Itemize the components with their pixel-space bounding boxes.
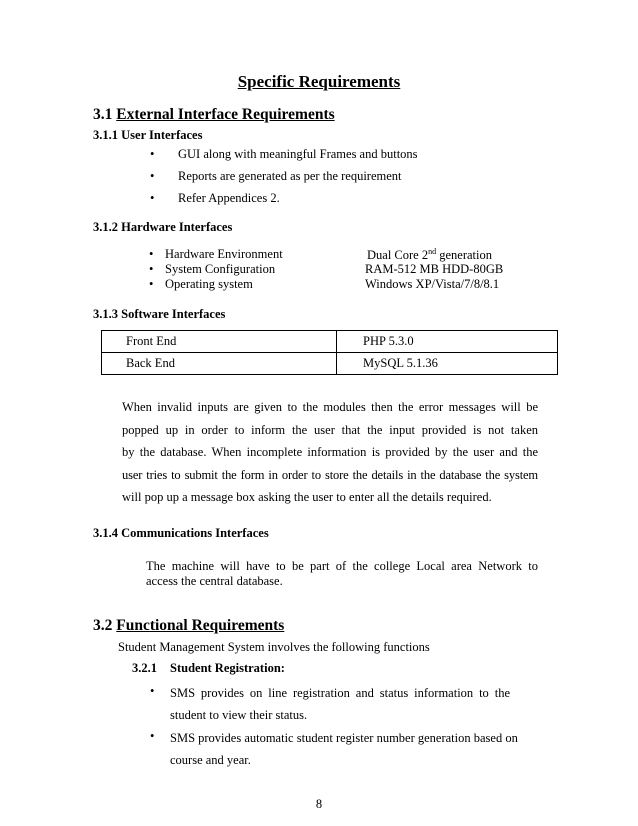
item-line: course and year. <box>170 753 251 767</box>
paragraph-line: by the database. When incomplete information is provided by the user and the <box>122 445 538 459</box>
table-row <box>102 353 558 375</box>
user-interfaces-item: GUI along with meaningful Frames and buttons <box>178 147 418 161</box>
hardware-value: Windows XP/Vista/7/8/8.1 <box>365 277 500 291</box>
hardware-label: Hardware Environment <box>165 247 283 261</box>
bullet-marker: • <box>150 169 155 183</box>
bullet-marker: • <box>150 729 155 743</box>
section-title: External Interface Requirements <box>116 106 335 123</box>
functional-intro: Student Management System involves the following functions <box>118 640 430 654</box>
software-interfaces-heading: 3.1.3 Software Interfaces <box>93 307 226 321</box>
paragraph-line: will pop up a message box asking the user to enter all the details required. <box>122 490 492 504</box>
registration-item <box>170 727 530 771</box>
page-title: Specific Requirements <box>237 72 401 91</box>
table-cell: MySQL 5.1.36 <box>337 353 558 375</box>
section-3-2-heading <box>93 617 284 635</box>
bullet-marker: • <box>149 262 154 276</box>
hardware-label: Operating system <box>165 277 253 291</box>
bullet-marker: • <box>150 147 155 161</box>
paragraph-line: popped up in order to inform the user that the input provided is not taken <box>122 422 538 437</box>
error-message-paragraph <box>122 396 538 509</box>
bullet-marker: • <box>150 191 155 205</box>
section-3-1-heading <box>93 106 335 124</box>
item-line: SMS provides on line registration and status information to the <box>170 686 510 700</box>
page-number: 8 <box>315 797 323 811</box>
paragraph-line: access the central database. <box>146 574 283 588</box>
table-cell: Front End <box>102 331 337 353</box>
bullet-marker: • <box>149 247 154 261</box>
paragraph-line: user tries to submit the form in order to store the details in the database the system <box>122 467 538 482</box>
section-title: Functional Requirements <box>116 617 285 634</box>
table-cell: PHP 5.3.0 <box>337 331 558 353</box>
communications-interfaces-heading: 3.1.4 Communications Interfaces <box>93 526 269 540</box>
subsection-number: 3.2.1 <box>132 661 157 675</box>
item-line: student to view their status. <box>170 708 308 722</box>
hardware-interfaces-heading: 3.1.2 Hardware Interfaces <box>93 220 233 234</box>
software-table <box>101 330 558 375</box>
user-interfaces-heading: 3.1.1 User Interfaces <box>93 128 203 142</box>
registration-item <box>170 682 510 726</box>
communications-paragraph <box>146 559 538 589</box>
bullet-marker: • <box>149 277 154 291</box>
subsection-title: Student Registration: <box>170 661 285 675</box>
hardware-label: System Configuration <box>165 262 276 276</box>
hardware-value: Dual Core 2nd generation <box>367 247 492 263</box>
table-cell: Back End <box>102 353 337 375</box>
section-number: 3.1 <box>93 106 113 123</box>
bullet-marker: • <box>150 684 155 698</box>
section-number: 3.2 <box>93 617 113 634</box>
table-row <box>102 331 558 353</box>
paragraph-line: When invalid inputs are given to the modules then the error messages will be <box>122 400 538 414</box>
user-interfaces-item: Reports are generated as per the requirement <box>178 169 402 183</box>
paragraph-line: The machine will have to be part of the college Local area Network to <box>146 559 538 573</box>
hardware-value: RAM-512 MB HDD-80GB <box>365 262 504 276</box>
user-interfaces-item: Refer Appendices 2. <box>178 191 280 205</box>
item-line: SMS provides automatic student register number generation based on <box>170 731 518 745</box>
